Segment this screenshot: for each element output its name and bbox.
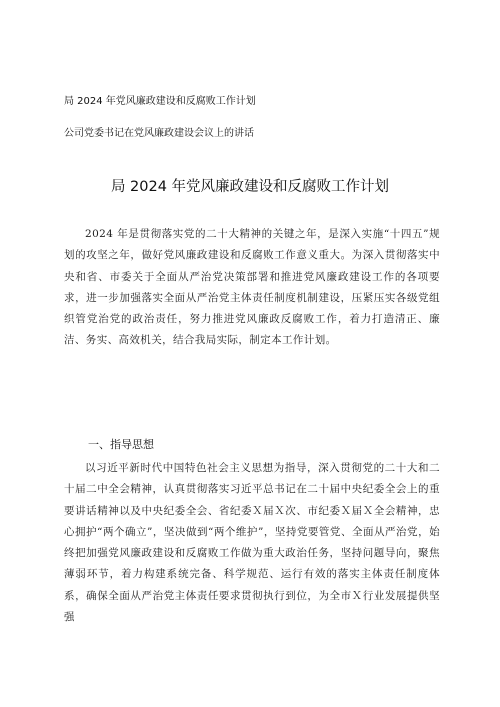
section-heading-guiding-ideology: 一、指导思想 (88, 438, 154, 451)
toc-item-plan[interactable]: 局 2024 年党风廉政建设和反腐败工作计划 (64, 96, 256, 107)
toc-item-speech[interactable]: 公司党委书记在党风廉政建设会议上的讲话 (64, 128, 254, 139)
section1-paragraph-block (64, 458, 440, 628)
intro-paragraph-block (64, 224, 440, 352)
document-title: 局 2024 年党风廉政建设和反腐败工作计划 (110, 179, 390, 195)
intro-paragraph: 2024 年是贯彻落实党的二十大精神的关键之年，是深入实施“十四五”规划的攻坚之年，做好党风廉政建设和反腐败工作意义重大。为深入贯彻落实中央和省、市委关于全面从严治党决策部署和推进党风廉政建设工作的各项要求，进一步加强落实全面从严治党主体责任制度机制建设，压紧压实各级党组织管党治党的政治责任，努力推进党风廉政反腐败工作，着力打造清正、廉洁、务实、高效机关，结合我局实际，制定本工作计划。 (64, 228, 440, 347)
section1-paragraph: 以习近平新时代中国特色社会主义思想为指导，深入贯彻党的二十大和二十届二中全会精神，认真贯彻落实习近平总书记在二十届中央纪委全会上的重要讲话精神以及中央纪委全会、省纪委Ｘ届Ｘ次、市纪委Ｘ届Ｘ全会精神，忠心拥护“两个确立”，坚决做到“两个维护”，坚持党要管党、全面从严治党，始终把加强党风廉政建设和反腐败工作做为重大政治任务，坚持问题导向，聚焦薄弱环节，着力构建系统完备、科学规范、运行有效的落实主体责任制度体系，确保全面从严治党主体责任要求贯彻执行到位，为全市Ｘ行业发展提供坚强 (64, 462, 440, 624)
